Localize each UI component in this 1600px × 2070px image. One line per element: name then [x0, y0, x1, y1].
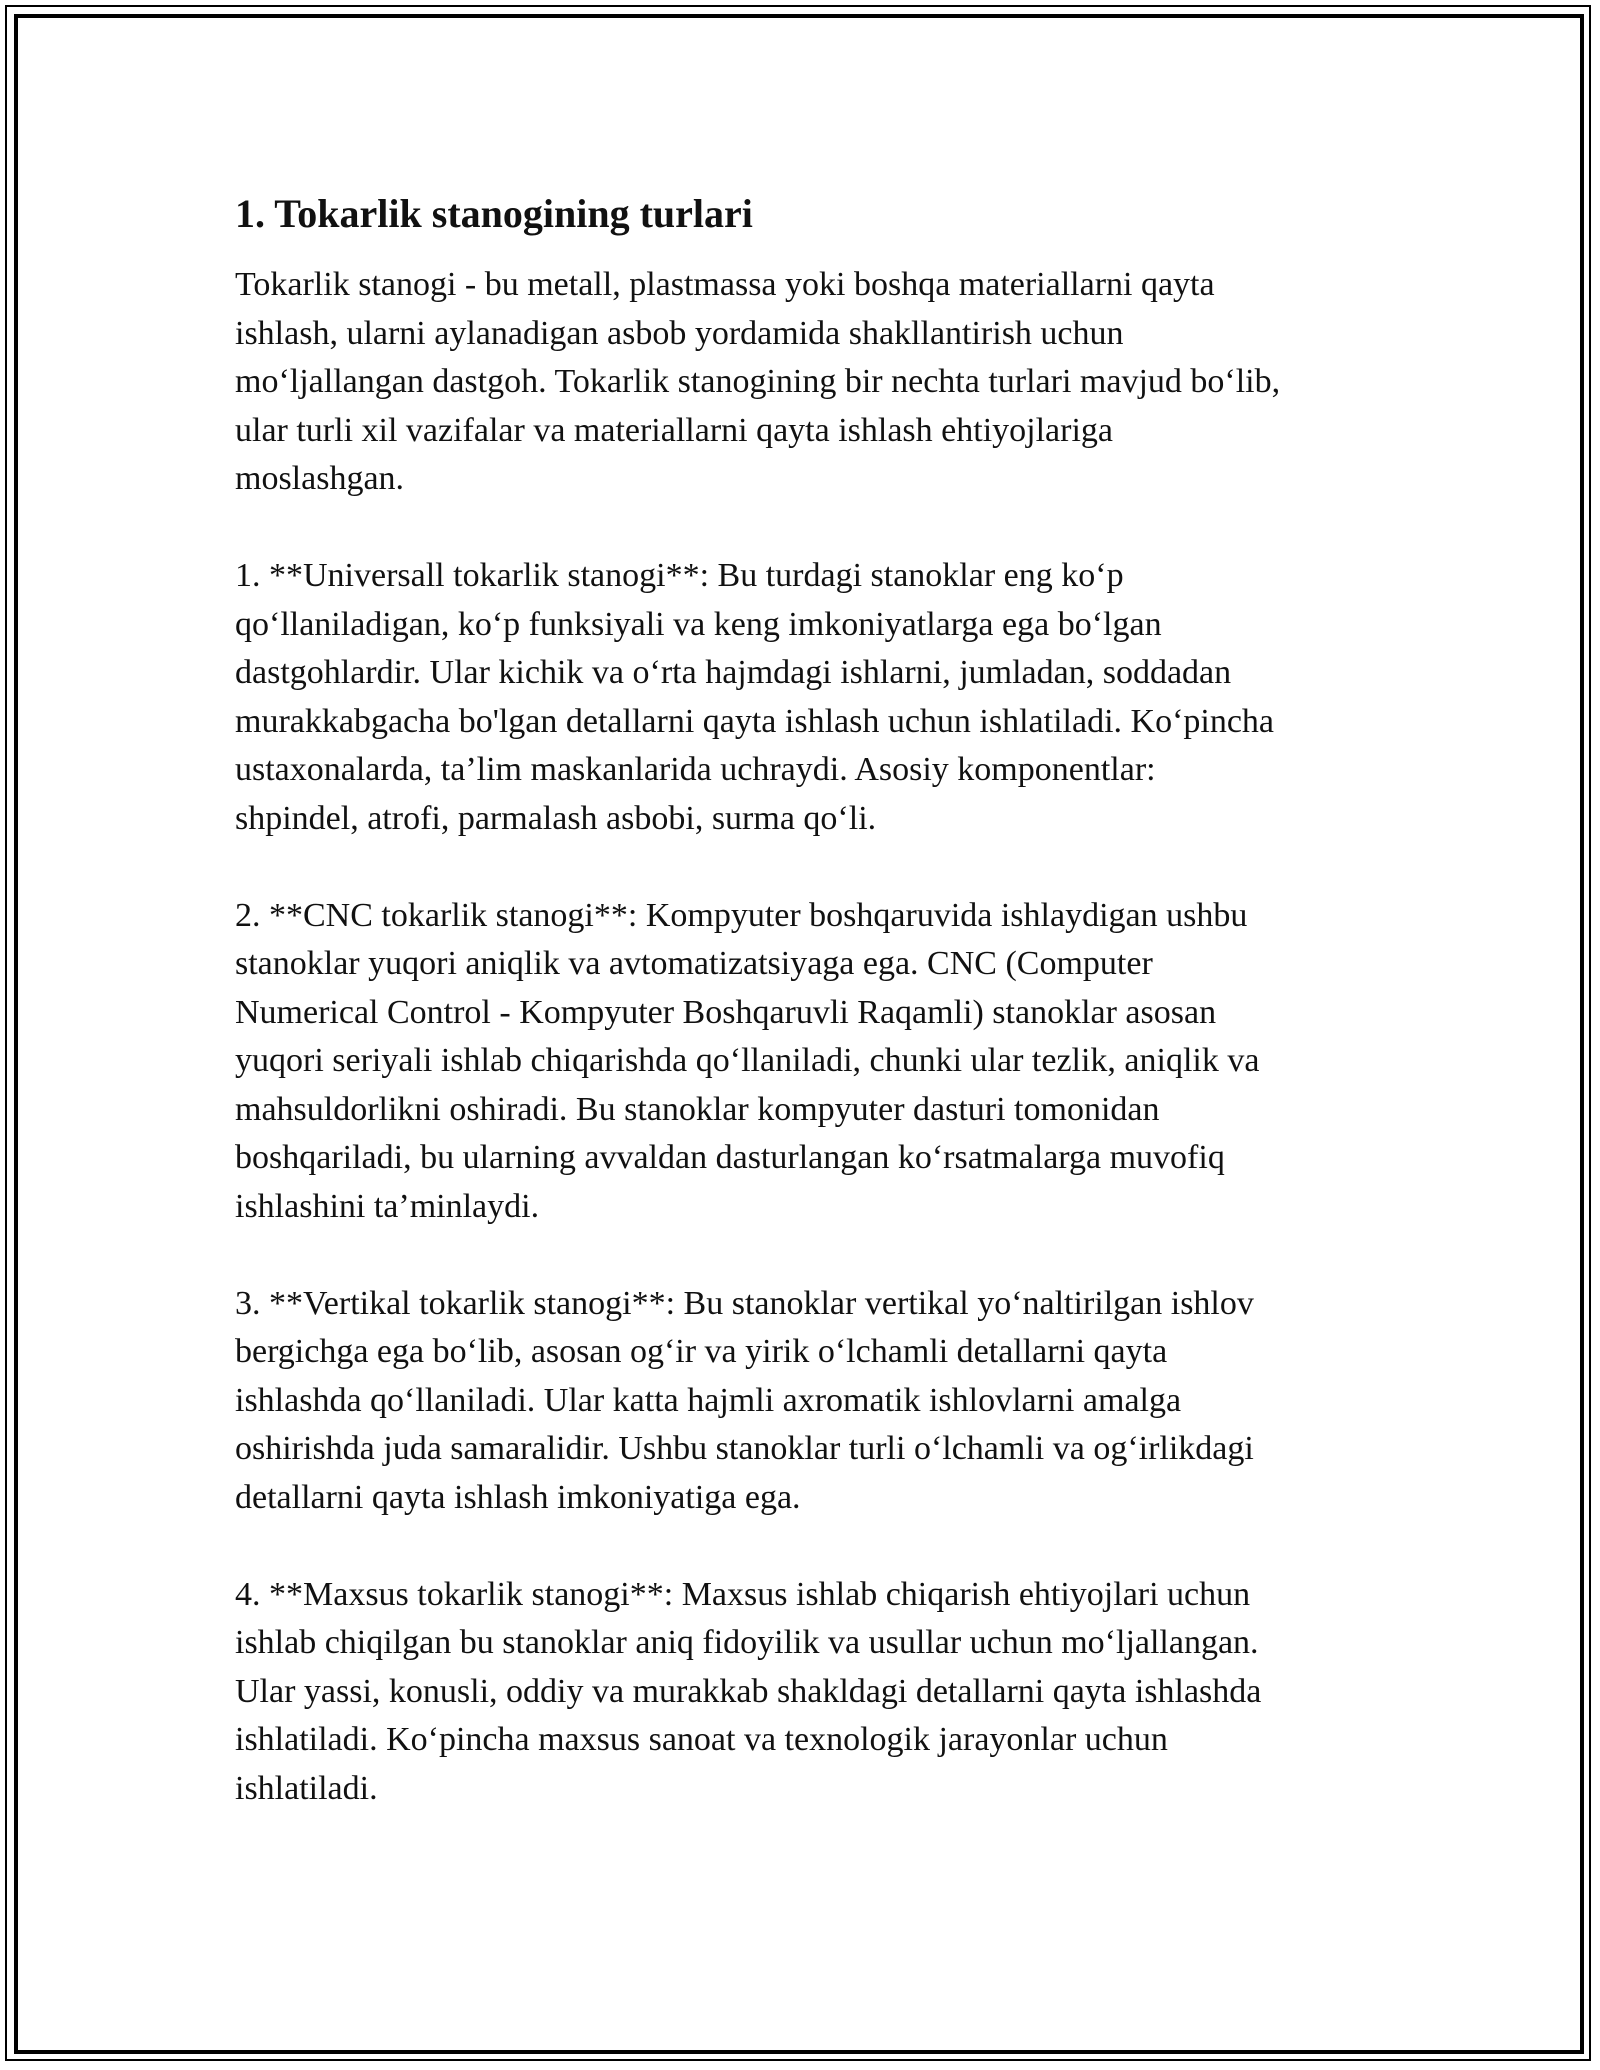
paragraph-vertical-lathe: 3. **Vertikal tokarlik stanogi**: Bu stanoklar vertikal yo‘naltirilgan ishlov bergichga ega bo‘lib, asosan og‘ir va yirik o‘lchamli detallarni qayta ishlashda qo‘llaniladi. Ular katta hajmli axromatik ishlovlarni amalga oshirishda juda samaralidir. Ushbu stanoklar turli o‘lchamli va og‘irlikdagi detallarni qayta ishlash imkoniyatiga ega.: [235, 1284, 1254, 1516]
document-body: [235, 187, 1385, 1862]
intro-paragraph: Tokarlik stanogi - bu metall, plastmassa yoki boshqa materiallarni qayta ishlash, ularni aylanadigan asbob yordamida shakllantirish uchun mo‘ljallangan dastgoh. Tokarlik stanogining bir nechta turlari mavjud bo‘lib, ular turli xil vazifalar va materiallarni qayta ishlash ehtiyojlariga moslashgan.: [235, 266, 1281, 497]
paragraph-cnc-lathe: 2. **CNC tokarlik stanogi**: Kompyuter boshqaruvida ishlaydigan ushbu stanoklar yuqori aniqlik va avtomatizatsiyaga ega. CNC (Computer Numerical Control - Kompyuter Boshqaruvli Raqamli) stanoklar asosan yuqori seriyali ishlab chiqarishda qo‘llaniladi, chunki ular tezlik, aniqlik va mahsuldorlikni oshiradi. Bu stanoklar kompyuter dasturi tomonidan boshqariladi, bu ularning avvaldan dasturlangan ko‘rsatmalarga muvofiq ishlashini ta’minlaydi.: [235, 896, 1260, 1225]
section-heading: 1. Tokarlik stanogining turlari: [235, 191, 753, 236]
paragraph-special-lathe: 4. **Maxsus tokarlik stanogi**: Maxsus ishlab chiqarish ehtiyojlari uchun ishlab chiqilgan bu stanoklar aniq fidoyilik va usullar uchun mo‘ljallangan. Ular yassi, konusli, oddiy va murakkab shakldagi detallarni qayta ishlashda ishlatiladi. Ko‘pincha maxsus sanoat va texnologik jarayonlar uchun ishlatiladi.: [235, 1575, 1262, 1807]
paragraph-universal-lathe: 1. **Universall tokarlik stanogi**: Bu turdagi stanoklar eng ko‘p qo‘llaniladigan, ko‘p funksiyali va keng imkoniyatlarga ega bo‘lgan dastgohlardir. Ular kichik va o‘rta hajmdagi ishlarni, jumladan, soddadan murakkabgacha bo'lgan detallarni qayta ishlash uchun ishlatiladi. Ko‘pincha ustaxonalarda, ta’lim maskanlarida uchraydi. Asosiy komponentlar: shpindel, atrofi, parmalash asbobi, surma qo‘li.: [235, 557, 1275, 837]
